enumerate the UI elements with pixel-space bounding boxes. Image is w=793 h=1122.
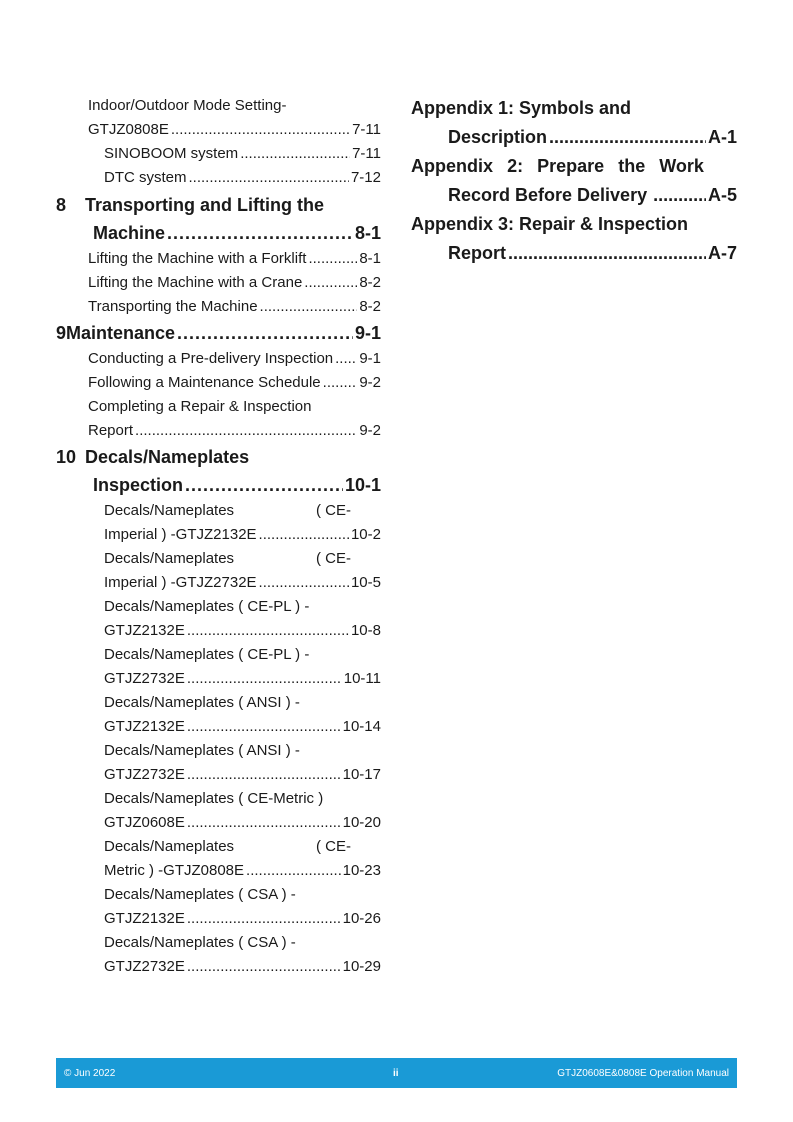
appendix-title: Appendix — [411, 156, 494, 176]
toc-entry-title: Decals/Nameplates ( CSA ) - — [104, 934, 296, 951]
toc-entry-title: Decals/Nameplates — [104, 550, 235, 567]
dot-leader — [246, 859, 341, 883]
toc-page-number: 10-20 — [342, 814, 381, 831]
toc-entry-title: ( CE- — [316, 502, 351, 519]
toc-entry-title: SINOBOOM system — [104, 145, 239, 162]
toc-entry-title: Following a Maintenance Schedule — [88, 374, 321, 391]
appendix-title: the — [618, 156, 646, 176]
dot-leader — [508, 239, 706, 268]
dot-leader — [260, 295, 358, 319]
dot-leader — [187, 955, 341, 979]
toc-entry-title: Lifting the Machine with a Forklift — [88, 250, 307, 267]
toc-entry-title: Decals/Nameplates ( ANSI ) - — [104, 694, 300, 711]
toc-page-number: 8-1 — [359, 250, 381, 267]
appendix-title: Appendix 1: Symbols and — [411, 98, 632, 118]
toc-page-number: 9-2 — [359, 374, 381, 391]
toc-entry-title: GTJZ2132E — [104, 622, 185, 639]
dot-leader — [177, 319, 353, 347]
toc-entry-title: Decals/Nameplates ( ANSI ) - — [104, 742, 300, 759]
toc-entry-title: Decals/Nameplates — [104, 502, 235, 519]
toc-entry[interactable] — [56, 395, 381, 443]
toc-entry[interactable] — [56, 883, 381, 931]
toc-page-number: 10-17 — [342, 766, 381, 783]
dot-leader — [171, 118, 350, 142]
toc-page-number: 9-1 — [354, 323, 381, 343]
page-footer — [56, 1058, 737, 1088]
toc-page-number: 10-1 — [344, 475, 381, 495]
toc-entry-title: ( CE- — [316, 550, 351, 567]
toc-entry[interactable] — [56, 295, 381, 319]
toc-page-number: 10-23 — [342, 862, 381, 879]
toc-entry-title: Completing a Repair & Inspection — [88, 398, 312, 415]
toc-entry-title: Lifting the Machine with a Crane — [88, 274, 303, 291]
chapter-title: Machine — [93, 223, 166, 243]
dot-leader — [549, 123, 706, 152]
toc-entry[interactable] — [56, 499, 381, 547]
toc-entry[interactable] — [56, 739, 381, 787]
toc-page-number: 10-14 — [342, 718, 381, 735]
toc-entry-title: Decals/Nameplates ( CE-PL ) - — [104, 646, 310, 663]
appendix-title: Appendix 3: Repair & Inspection — [411, 214, 689, 234]
toc-entry-title: Indoor/Outdoor Mode Setting- — [88, 97, 287, 114]
chapter-title: Decals/Nameplates — [85, 447, 250, 467]
dot-leader — [304, 271, 357, 295]
dot-leader — [187, 763, 341, 787]
chapter-number: 9 — [56, 323, 67, 343]
toc-chapter-9[interactable] — [56, 319, 381, 347]
toc-entry-title: Metric ) -GTJZ0808E — [104, 862, 245, 879]
toc-appendix-2[interactable] — [411, 152, 737, 210]
dot-leader — [653, 181, 706, 210]
toc-page-number: 10-8 — [350, 622, 381, 639]
toc-entry[interactable] — [56, 787, 381, 835]
toc-entry-title: Decals/Nameplates ( CE-Metric ) — [104, 790, 324, 807]
footer-page-number: ii — [393, 1068, 399, 1079]
dot-leader — [189, 166, 349, 190]
toc-entry[interactable] — [56, 347, 381, 371]
toc-entry[interactable] — [56, 595, 381, 643]
toc-page-number: A-1 — [707, 127, 737, 147]
toc-entry-title: Decals/Nameplates — [104, 838, 235, 855]
toc-entry-title: DTC system — [104, 169, 187, 186]
toc-entry-title: GTJZ2732E — [104, 766, 185, 783]
dot-leader — [167, 219, 353, 247]
toc-entry[interactable] — [56, 931, 381, 979]
toc-page-number: 7-11 — [352, 121, 381, 138]
toc-page-number: 10-26 — [342, 910, 381, 927]
dot-leader — [185, 471, 343, 499]
dot-leader — [187, 907, 341, 931]
dot-leader — [187, 811, 341, 835]
toc-entry-title: GTJZ2132E — [104, 718, 185, 735]
toc-entry[interactable] — [56, 835, 381, 883]
toc-page-number: 8-2 — [359, 298, 381, 315]
dot-leader — [259, 571, 349, 595]
toc-entry-title: GTJZ0808E — [88, 121, 169, 138]
toc-entry-sinoboom[interactable] — [56, 142, 381, 166]
toc-entry-title: Report — [88, 422, 134, 439]
appendix-title: 2: — [507, 156, 524, 176]
dot-leader — [187, 619, 349, 643]
toc-entry[interactable] — [56, 271, 381, 295]
chapter-title: Maintenance — [66, 323, 176, 343]
appendix-title: Description — [448, 127, 548, 147]
toc-entry-title: Decals/Nameplates ( CSA ) - — [104, 886, 296, 903]
dot-leader — [240, 142, 350, 166]
toc-page-number: 7-12 — [350, 169, 381, 186]
toc-entry-title: GTJZ2132E — [104, 910, 185, 927]
toc-page-number: A-5 — [707, 185, 737, 205]
toc-entry-title: GTJZ0608E — [104, 814, 185, 831]
toc-page-number: 9-2 — [359, 422, 381, 439]
toc-entry-title: Imperial ) -GTJZ2732E — [104, 574, 257, 591]
toc-appendix-3[interactable] — [411, 210, 737, 268]
toc-entry-dtc[interactable] — [56, 166, 381, 190]
toc-right-column — [411, 94, 737, 268]
footer-manual-title: GTJZ0608E&0808E Operation Manual — [557, 1068, 729, 1079]
toc-entry-title: Imperial ) -GTJZ2132E — [104, 526, 257, 543]
dot-leader — [259, 523, 349, 547]
toc-entry-title: Decals/Nameplates ( CE-PL ) - — [104, 598, 310, 615]
footer-copyright: © Jun 2022 — [64, 1068, 116, 1079]
appendix-title: Record Before Delivery — [448, 185, 648, 205]
toc-entry-title: ( CE- — [316, 838, 351, 855]
toc-entry[interactable] — [56, 691, 381, 739]
appendix-title: Prepare — [537, 156, 605, 176]
chapter-number: 8 — [56, 195, 67, 215]
chapter-number: 10 — [56, 447, 77, 467]
toc-left-column — [56, 94, 381, 979]
toc-page-number: 10-11 — [343, 670, 381, 687]
toc-entry[interactable] — [56, 247, 381, 271]
toc-page-number: 9-1 — [359, 350, 381, 367]
toc-entry[interactable] — [56, 643, 381, 691]
toc-page-number: 8-2 — [359, 274, 381, 291]
toc-page-number: 7-11 — [352, 145, 381, 162]
dot-leader — [187, 667, 342, 691]
toc-entry-title: GTJZ2732E — [104, 958, 185, 975]
chapter-title: Transporting and Lifting the — [85, 195, 324, 215]
toc-entry-title: Transporting the Machine — [88, 298, 258, 315]
appendix-title: Report — [448, 243, 506, 263]
toc-chapter-10[interactable] — [56, 443, 381, 499]
dot-leader — [323, 371, 358, 395]
toc-page-number: 10-2 — [350, 526, 381, 543]
toc-entry-indoor-outdoor[interactable] — [56, 94, 381, 142]
toc-entry[interactable] — [56, 371, 381, 395]
chapter-title: Inspection — [93, 475, 184, 495]
toc-page-number: 10-5 — [350, 574, 381, 591]
toc-chapter-8[interactable] — [56, 191, 381, 247]
dot-leader — [335, 347, 357, 371]
toc-appendix-1[interactable] — [411, 94, 737, 152]
toc-entry-title: Conducting a Pre-delivery Inspection — [88, 350, 334, 367]
dot-leader — [187, 715, 341, 739]
dot-leader — [135, 419, 357, 443]
toc-page-number: 8-1 — [354, 223, 381, 243]
toc-entry[interactable] — [56, 547, 381, 595]
toc-page-number: 10-29 — [342, 958, 381, 975]
toc-page-number: A-7 — [707, 243, 737, 263]
dot-leader — [308, 247, 357, 271]
toc-entry-title: GTJZ2732E — [104, 670, 185, 687]
appendix-title: Work — [659, 156, 704, 176]
